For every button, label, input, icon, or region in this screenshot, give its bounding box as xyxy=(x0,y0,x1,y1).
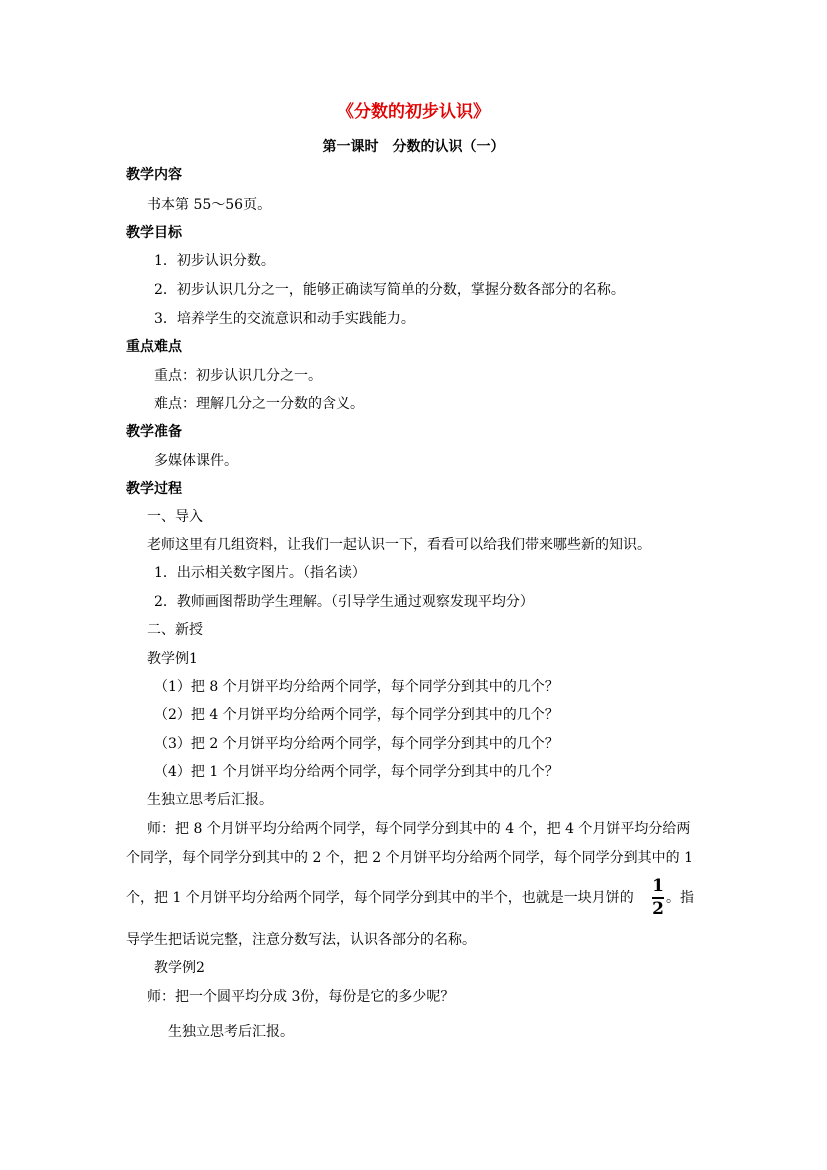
process-step-heading: 一、导入 xyxy=(147,509,203,525)
teacher-explanation-line: 导学生把话说完整，注意分数写法，认识各部分的名称。 xyxy=(126,932,476,948)
example-question: （1）把 8 个月饼平均分给两个同学，每个同学分到其中的几个？ xyxy=(154,679,559,695)
example-title: 教学例2 xyxy=(154,960,205,976)
fraction-denominator: 2 xyxy=(652,899,664,919)
teacher-explanation-line: 师：把 8 个月饼平均分给两个同学，每个同学分到其中的 4 个，把 4 个月饼平均分给两 xyxy=(147,821,691,837)
goal-item: 3．培养学生的交流意识和动手实践能力。 xyxy=(154,311,415,327)
process-text: 生独立思考后汇报。 xyxy=(168,1024,294,1040)
teacher-explanation-line: 个同学，每个同学分到其中的 2 个，把 2 个月饼平均分给两个同学，每个同学分到其中的 1 xyxy=(126,850,693,866)
process-text: 生独立思考后汇报。 xyxy=(147,792,273,808)
process-text: 1．出示相关数字图片。（指名读） xyxy=(154,565,366,581)
section-heading-goals: 教学目标 xyxy=(126,225,182,241)
example-question: （2）把 4 个月饼平均分给两个同学，每个同学分到其中的几个？ xyxy=(154,707,559,723)
preparation-text: 多媒体课件。 xyxy=(154,453,238,469)
section-heading-process: 教学过程 xyxy=(126,481,182,497)
document-title: 《分数的初步认识》 xyxy=(337,102,490,122)
teacher-explanation-line: 个，把 1 个月饼平均分给两个同学，每个同学分到其中的半个，也就是一块月饼的 xyxy=(126,890,634,906)
goal-item: 1．初步认识分数。 xyxy=(154,253,275,269)
teacher-question: 师：把一个圆平均分成 3份，每份是它的多少呢？ xyxy=(147,989,455,1005)
teacher-explanation-tail: 。指 xyxy=(666,890,694,906)
process-text: 2．教师画图帮助学生理解。（引导学生通过观察发现平均分） xyxy=(154,594,534,610)
key-point: 重点：初步认识几分之一。 xyxy=(154,368,322,384)
content-text: 书本第 55～56页。 xyxy=(147,197,272,213)
example-title: 教学例1 xyxy=(147,651,198,667)
goal-item: 2．初步认识几分之一，能够正确读写简单的分数，掌握分数各部分的名称。 xyxy=(154,282,625,298)
fraction-numerator: 1 xyxy=(652,876,664,896)
lesson-subtitle: 第一课时 分数的认识（一） xyxy=(322,139,505,155)
process-text: 老师这里有几组资料，让我们一起认识一下，看看可以给我们带来哪些新的知识。 xyxy=(147,537,651,553)
section-heading-key-points: 重点难点 xyxy=(126,339,182,355)
example-question: （3）把 2 个月饼平均分给两个同学，每个同学分到其中的几个？ xyxy=(154,736,559,752)
section-heading-preparation: 教学准备 xyxy=(126,424,182,440)
section-heading-content: 教学内容 xyxy=(126,167,182,183)
process-step-heading: 二、新授 xyxy=(147,622,203,638)
example-question: （4）把 1 个月饼平均分给两个同学，每个同学分到其中的几个？ xyxy=(154,764,559,780)
difficulty-point: 难点：理解几分之一分数的含义。 xyxy=(154,396,364,412)
